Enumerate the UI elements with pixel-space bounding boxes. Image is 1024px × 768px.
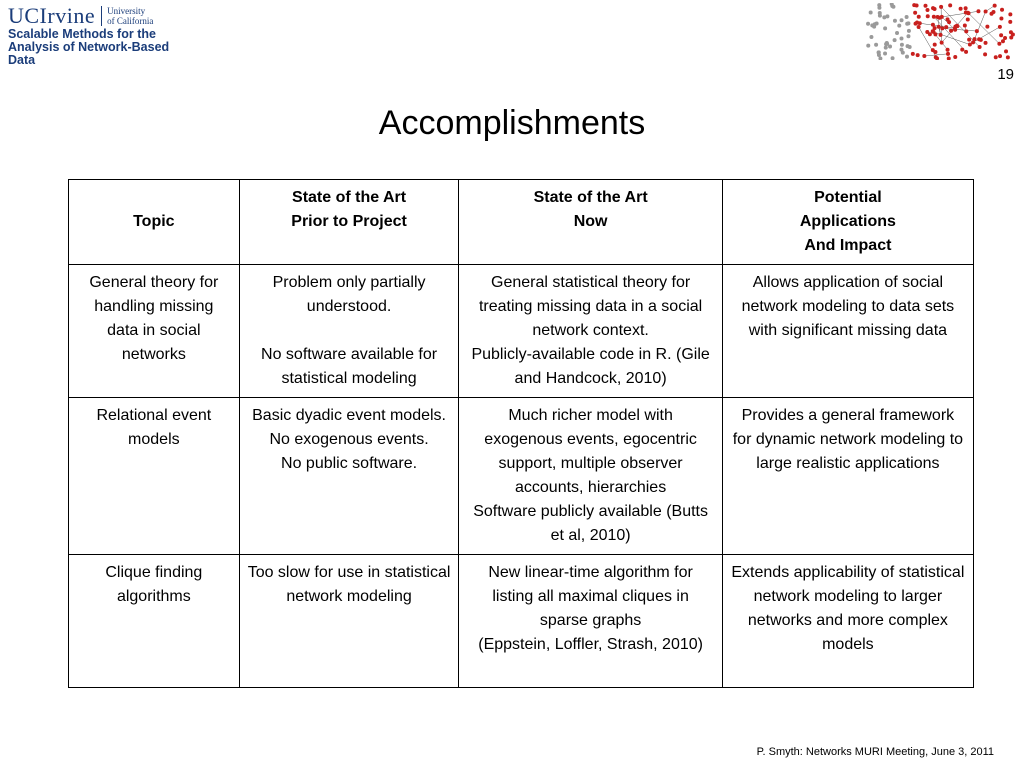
table-cell: Relational event models (69, 398, 240, 555)
header-topic: Topic (69, 180, 240, 265)
logo-line-1: Scalable Methods for the (8, 27, 156, 41)
table-row (69, 398, 974, 555)
header-prior: State of the Art Prior to Project (239, 180, 459, 265)
table-cell: Problem only partially understood. No software available for statistical modeling (239, 265, 459, 398)
logo (8, 4, 188, 67)
uci-wordmark: UCIrvine (8, 3, 96, 28)
table-cell: Extends applicability of statistical network modeling to larger networks and more complex models (722, 555, 973, 688)
footer-citation: P. Smyth: Networks MURI Meeting, June 3, 2011 (756, 746, 994, 758)
table-cell: Much richer model with exogenous events, egocentric support, multiple observer accounts, hierarchies Software publicly available (Butts et al, 2010) (459, 398, 722, 555)
table-cell: Provides a general framework for dynamic network modeling to large realistic applications (722, 398, 973, 555)
header-now: State of the Art Now (459, 180, 722, 265)
logo-line-2: Analysis of Network-Based Data (8, 40, 170, 67)
uc-wordmark: University of California (101, 6, 153, 26)
table-cell: New linear-time algorithm for listing all maximal cliques in sparse graphs (Eppstein, Loffler, Strash, 2010) (459, 555, 722, 688)
table-row (69, 555, 974, 688)
table-cell: Basic dyadic event models. No exogenous events. No public software. (239, 398, 459, 555)
table-cell: Clique finding algorithms (69, 555, 240, 688)
table-cell: General theory for handling missing data in social networks (69, 265, 240, 398)
table-row (69, 265, 974, 398)
table-cell: Allows application of social network modeling to data sets with significant missing data (722, 265, 973, 398)
slide-number: 19 (997, 66, 1014, 83)
header-impact: Potential Applications And Impact (722, 180, 973, 265)
accomplishments-table (68, 179, 974, 688)
table-header-row (69, 180, 974, 265)
table-cell: Too slow for use in statistical network modeling (239, 555, 459, 688)
network-graph-image (866, 3, 1018, 60)
page-title: Accomplishments (378, 104, 646, 142)
table-cell: General statistical theory for treating missing data in a social network context. Publicly-available code in R. (Gile and Handcock, 2010) (459, 265, 722, 398)
